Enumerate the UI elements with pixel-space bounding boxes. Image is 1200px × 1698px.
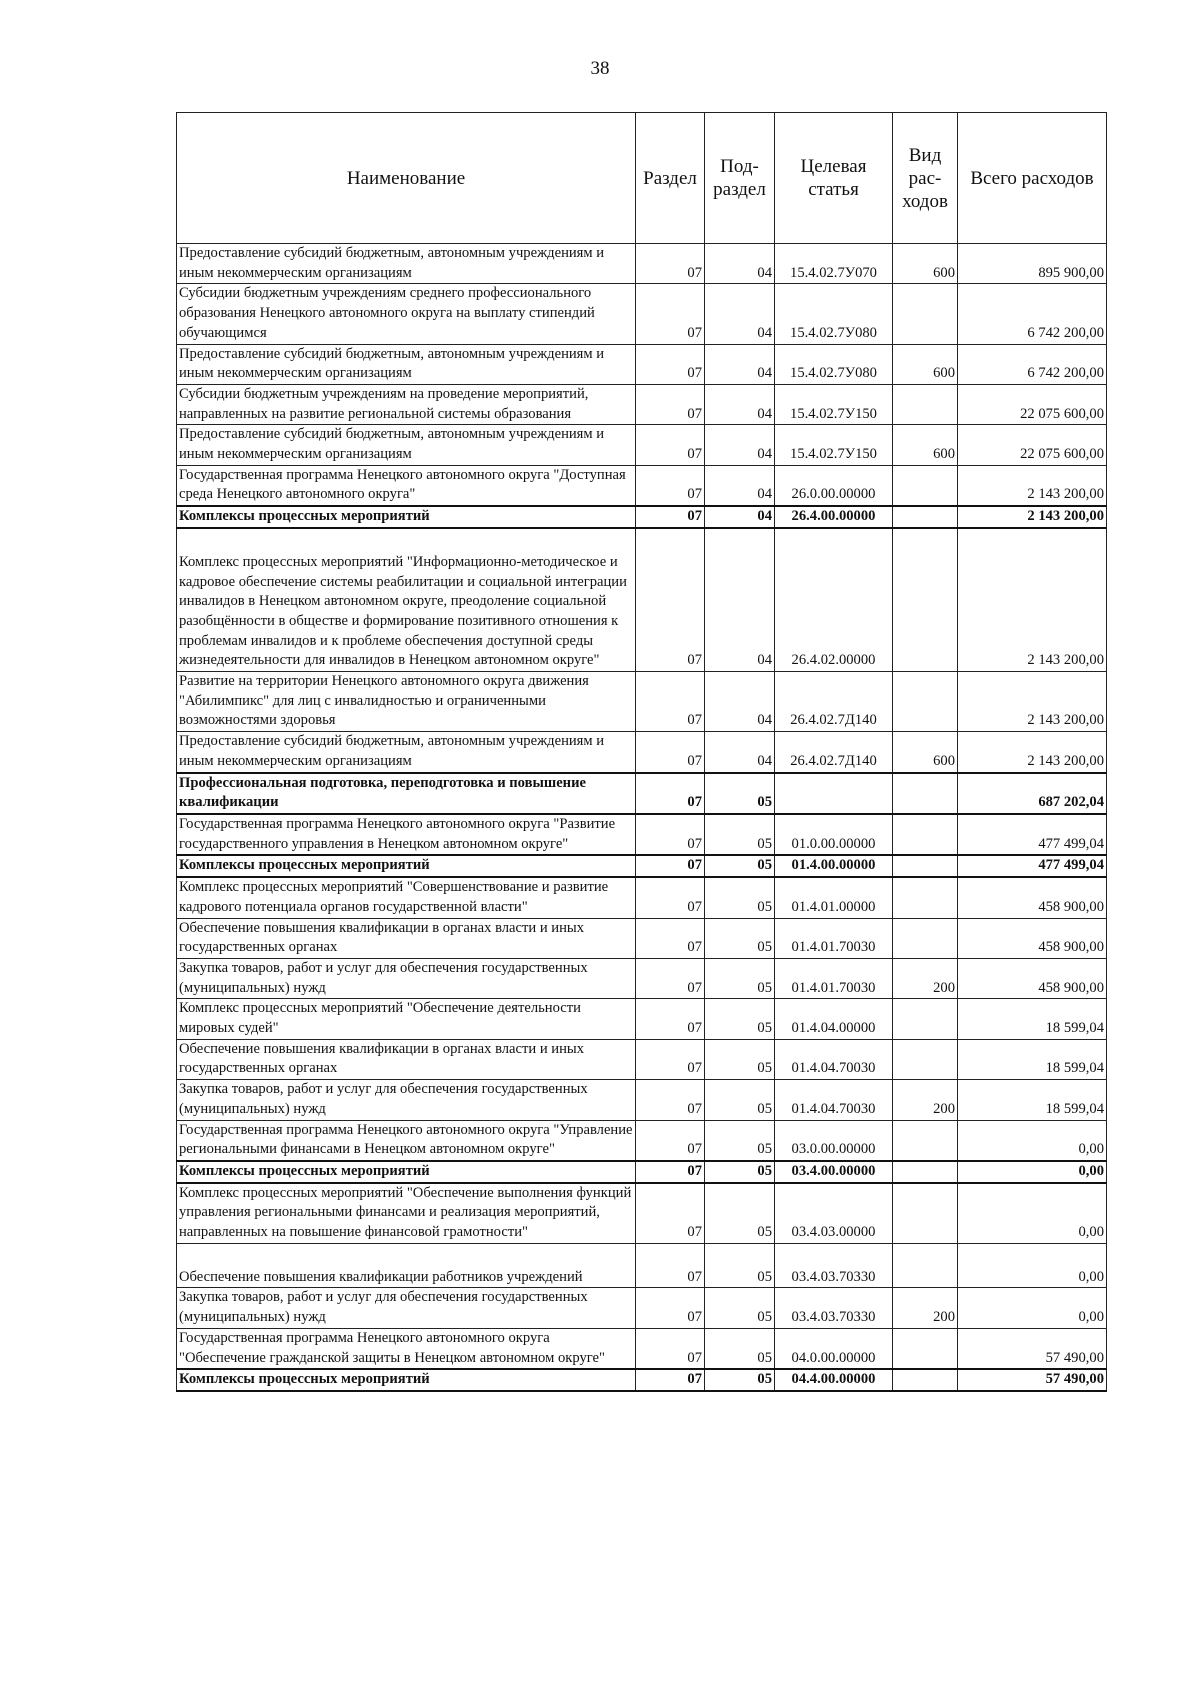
row-razdel: 07 xyxy=(636,918,705,958)
row-target-code: 15.4.02.7У070 xyxy=(775,244,893,284)
row-vid-rashodov xyxy=(893,999,958,1039)
row-target-code: 15.4.02.7У080 xyxy=(775,344,893,384)
row-vid-rashodov xyxy=(893,1369,958,1391)
row-total: 895 900,00 xyxy=(958,244,1107,284)
row-total: 6 742 200,00 xyxy=(958,344,1107,384)
row-total: 18 599,04 xyxy=(958,1039,1107,1079)
table-row xyxy=(177,284,1107,344)
row-razdel: 07 xyxy=(636,384,705,424)
table-row xyxy=(177,528,1107,672)
row-vid-rashodov: 200 xyxy=(893,1288,958,1328)
row-podrazdel: 05 xyxy=(705,1080,775,1120)
row-total: 57 490,00 xyxy=(958,1328,1107,1369)
row-name: Закупка товаров, работ и услуг для обеспечения государственных (муниципальных) нужд xyxy=(177,1080,636,1120)
table-row xyxy=(177,773,1107,814)
row-podrazdel: 04 xyxy=(705,465,775,506)
row-total: 18 599,04 xyxy=(958,999,1107,1039)
table-row xyxy=(177,672,1107,732)
row-podrazdel: 05 xyxy=(705,1120,775,1161)
row-razdel: 07 xyxy=(636,1288,705,1328)
row-name: Закупка товаров, работ и услуг для обеспечения государственных (муниципальных) нужд xyxy=(177,1288,636,1328)
row-target-code: 01.0.00.00000 xyxy=(775,814,893,855)
row-name: Закупка товаров, работ и услуг для обеспечения государственных (муниципальных) нужд xyxy=(177,958,636,998)
table-row xyxy=(177,425,1107,465)
page-number: 38 xyxy=(590,58,610,79)
row-vid-rashodov xyxy=(893,284,958,344)
row-razdel: 07 xyxy=(636,1161,705,1183)
row-razdel: 07 xyxy=(636,1369,705,1391)
row-name: Комплексы процессных мероприятий xyxy=(177,1369,636,1391)
row-name: Предоставление субсидий бюджетным, автономным учреждениям и иным некоммерческим организациям xyxy=(177,425,636,465)
row-vid-rashodov xyxy=(893,465,958,506)
table-row xyxy=(177,855,1107,877)
row-razdel: 07 xyxy=(636,1183,705,1244)
row-razdel: 07 xyxy=(636,999,705,1039)
row-vid-rashodov xyxy=(893,918,958,958)
row-razdel: 07 xyxy=(636,732,705,773)
row-podrazdel: 04 xyxy=(705,672,775,732)
row-name: Государственная программа Ненецкого автономного округа "Обеспечение гражданской защиты в Ненецком автономном округе" xyxy=(177,1328,636,1369)
table-row xyxy=(177,958,1107,998)
row-podrazdel: 05 xyxy=(705,855,775,877)
row-name: Комплекс процессных мероприятий "Обеспечение деятельности мировых судей" xyxy=(177,999,636,1039)
row-target-code: 26.0.00.00000 xyxy=(775,465,893,506)
row-razdel: 07 xyxy=(636,284,705,344)
row-total: 0,00 xyxy=(958,1243,1107,1288)
table-header xyxy=(177,113,1107,244)
row-podrazdel: 05 xyxy=(705,1183,775,1244)
row-podrazdel: 05 xyxy=(705,773,775,814)
row-razdel: 07 xyxy=(636,1080,705,1120)
row-total: 6 742 200,00 xyxy=(958,284,1107,344)
row-target-code: 15.4.02.7У080 xyxy=(775,284,893,344)
row-vid-rashodov xyxy=(893,1243,958,1288)
row-vid-rashodov xyxy=(893,773,958,814)
row-target-code: 03.4.03.70330 xyxy=(775,1288,893,1328)
row-podrazdel: 05 xyxy=(705,1039,775,1079)
table-row xyxy=(177,1183,1107,1244)
row-razdel: 07 xyxy=(636,672,705,732)
header-razdel: Раздел xyxy=(636,113,705,244)
row-target-code: 04.4.00.00000 xyxy=(775,1369,893,1391)
row-razdel: 07 xyxy=(636,528,705,672)
row-vid-rashodov: 200 xyxy=(893,958,958,998)
row-razdel: 07 xyxy=(636,425,705,465)
row-vid-rashodov xyxy=(893,877,958,918)
row-vid-rashodov: 600 xyxy=(893,244,958,284)
row-target-code: 04.0.00.00000 xyxy=(775,1328,893,1369)
row-podrazdel: 05 xyxy=(705,1369,775,1391)
row-vid-rashodov xyxy=(893,1328,958,1369)
row-podrazdel: 04 xyxy=(705,528,775,672)
row-total: 2 143 200,00 xyxy=(958,672,1107,732)
row-vid-rashodov: 200 xyxy=(893,1080,958,1120)
row-podrazdel: 04 xyxy=(705,284,775,344)
row-name: Комплекс процессных мероприятий "Информационно-методическое и кадровое обеспечение системы реабилитации и социальной интеграции инвалидов в Ненецком автономном округе, преодоление социальной разобщённости в обществе и формирование позитивного отношения к проблемам инвалидов и к проблеме обеспечения доступной среды жизнедеятельности для инвалидов в Ненецком автономном округе" xyxy=(177,528,636,672)
row-target-code: 01.4.01.70030 xyxy=(775,918,893,958)
row-total: 687 202,04 xyxy=(958,773,1107,814)
row-vid-rashodov xyxy=(893,384,958,424)
row-total: 0,00 xyxy=(958,1183,1107,1244)
row-podrazdel: 04 xyxy=(705,344,775,384)
row-razdel: 07 xyxy=(636,958,705,998)
row-target-code: 03.4.03.70330 xyxy=(775,1243,893,1288)
table-row xyxy=(177,1369,1107,1391)
table-row xyxy=(177,732,1107,773)
row-name: Комплексы процессных мероприятий xyxy=(177,855,636,877)
table-row xyxy=(177,814,1107,855)
row-podrazdel: 05 xyxy=(705,1288,775,1328)
row-name: Комплекс процессных мероприятий "Обеспечение выполнения функций управления региональными финансами и реализация мероприятий, направленных на повышение финансовой грамотности" xyxy=(177,1183,636,1244)
row-total: 2 143 200,00 xyxy=(958,506,1107,528)
row-total: 0,00 xyxy=(958,1120,1107,1161)
row-podrazdel: 05 xyxy=(705,1243,775,1288)
row-target-code: 03.4.00.00000 xyxy=(775,1161,893,1183)
row-total: 458 900,00 xyxy=(958,877,1107,918)
row-vid-rashodov xyxy=(893,1161,958,1183)
row-total: 22 075 600,00 xyxy=(958,425,1107,465)
row-razdel: 07 xyxy=(636,773,705,814)
row-total: 22 075 600,00 xyxy=(958,384,1107,424)
table-row xyxy=(177,877,1107,918)
table-row xyxy=(177,465,1107,506)
row-target-code: 15.4.02.7У150 xyxy=(775,384,893,424)
row-total: 18 599,04 xyxy=(958,1080,1107,1120)
row-target-code: 01.4.04.70030 xyxy=(775,1039,893,1079)
row-name: Обеспечение повышения квалификации в органах власти и иных государственных органах xyxy=(177,918,636,958)
row-razdel: 07 xyxy=(636,877,705,918)
row-total: 477 499,04 xyxy=(958,814,1107,855)
row-total: 477 499,04 xyxy=(958,855,1107,877)
row-razdel: 07 xyxy=(636,1328,705,1369)
row-name: Комплексы процессных мероприятий xyxy=(177,1161,636,1183)
table-row xyxy=(177,384,1107,424)
row-vid-rashodov xyxy=(893,814,958,855)
row-name: Государственная программа Ненецкого автономного округа "Развитие государственного управления в Ненецком автономном округе" xyxy=(177,814,636,855)
row-name: Обеспечение повышения квалификации в органах власти и иных государственных органах xyxy=(177,1039,636,1079)
row-total: 0,00 xyxy=(958,1161,1107,1183)
row-razdel: 07 xyxy=(636,506,705,528)
row-target-code: 01.4.01.00000 xyxy=(775,877,893,918)
table-row xyxy=(177,506,1107,528)
row-vid-rashodov xyxy=(893,1120,958,1161)
table-row xyxy=(177,1120,1107,1161)
row-target-code: 01.4.00.00000 xyxy=(775,855,893,877)
row-name: Предоставление субсидий бюджетным, автономным учреждениям и иным некоммерческим организациям xyxy=(177,244,636,284)
row-podrazdel: 05 xyxy=(705,1161,775,1183)
table-row xyxy=(177,1161,1107,1183)
row-name: Государственная программа Ненецкого автономного округа "Доступная среда Ненецкого автономного округа" xyxy=(177,465,636,506)
row-name: Обеспечение повышения квалификации работников учреждений xyxy=(177,1243,636,1288)
row-name: Предоставление субсидий бюджетным, автономным учреждениям и иным некоммерческим организациям xyxy=(177,732,636,773)
row-total: 458 900,00 xyxy=(958,918,1107,958)
row-podrazdel: 04 xyxy=(705,384,775,424)
row-name: Профессиональная подготовка, переподготовка и повышение квалификации xyxy=(177,773,636,814)
row-podrazdel: 05 xyxy=(705,999,775,1039)
table-row xyxy=(177,1080,1107,1120)
row-name: Субсидии бюджетным учреждениям среднего профессионального образования Ненецкого автономного округа на выплату стипендий обучающимся xyxy=(177,284,636,344)
row-vid-rashodov xyxy=(893,855,958,877)
row-razdel: 07 xyxy=(636,1039,705,1079)
row-podrazdel: 04 xyxy=(705,506,775,528)
row-target-code: 01.4.01.70030 xyxy=(775,958,893,998)
row-name: Комплекс процессных мероприятий "Совершенствование и развитие кадрового потенциала органов государственной власти" xyxy=(177,877,636,918)
row-total: 2 143 200,00 xyxy=(958,528,1107,672)
row-podrazdel: 04 xyxy=(705,244,775,284)
row-target-code: 03.4.03.00000 xyxy=(775,1183,893,1244)
row-vid-rashodov: 600 xyxy=(893,344,958,384)
row-total: 458 900,00 xyxy=(958,958,1107,998)
row-vid-rashodov: 600 xyxy=(893,732,958,773)
row-name: Комплексы процессных мероприятий xyxy=(177,506,636,528)
table-body xyxy=(177,244,1107,1391)
row-total: 2 143 200,00 xyxy=(958,465,1107,506)
table-row xyxy=(177,1328,1107,1369)
table-row xyxy=(177,1039,1107,1079)
row-total: 2 143 200,00 xyxy=(958,732,1107,773)
table-row xyxy=(177,244,1107,284)
row-vid-rashodov xyxy=(893,672,958,732)
row-razdel: 07 xyxy=(636,465,705,506)
row-podrazdel: 05 xyxy=(705,1328,775,1369)
row-razdel: 07 xyxy=(636,814,705,855)
row-vid-rashodov: 600 xyxy=(893,425,958,465)
row-razdel: 07 xyxy=(636,344,705,384)
budget-table xyxy=(176,112,1107,1392)
table-row xyxy=(177,1243,1107,1288)
row-podrazdel: 05 xyxy=(705,814,775,855)
row-target-code: 26.4.02.7Д140 xyxy=(775,672,893,732)
header-podrazdel: Под- раздел xyxy=(705,113,775,244)
row-name: Государственная программа Ненецкого автономного округа "Управление региональными финансами в Ненецком автономном округе" xyxy=(177,1120,636,1161)
header-name: Наименование xyxy=(177,113,636,244)
row-target-code: 01.4.04.00000 xyxy=(775,999,893,1039)
row-podrazdel: 05 xyxy=(705,877,775,918)
row-razdel: 07 xyxy=(636,1120,705,1161)
row-podrazdel: 05 xyxy=(705,918,775,958)
row-target-code xyxy=(775,773,893,814)
row-razdel: 07 xyxy=(636,855,705,877)
row-podrazdel: 04 xyxy=(705,425,775,465)
row-target-code: 01.4.04.70030 xyxy=(775,1080,893,1120)
row-vid-rashodov xyxy=(893,1183,958,1244)
row-target-code: 26.4.02.7Д140 xyxy=(775,732,893,773)
table-row xyxy=(177,344,1107,384)
header-vid-rashodov: Вид рас- ходов xyxy=(893,113,958,244)
table-row xyxy=(177,918,1107,958)
table-row xyxy=(177,999,1107,1039)
row-razdel: 07 xyxy=(636,1243,705,1288)
row-target-code: 26.4.02.00000 xyxy=(775,528,893,672)
row-target-code: 15.4.02.7У150 xyxy=(775,425,893,465)
row-total: 57 490,00 xyxy=(958,1369,1107,1391)
table-row xyxy=(177,1288,1107,1328)
row-vid-rashodov xyxy=(893,1039,958,1079)
header-celevaya-statya: Целевая статья xyxy=(775,113,893,244)
row-podrazdel: 05 xyxy=(705,958,775,998)
row-name: Субсидии бюджетным учреждениям на проведение мероприятий, направленных на развитие региональной системы образования xyxy=(177,384,636,424)
row-total: 0,00 xyxy=(958,1288,1107,1328)
row-razdel: 07 xyxy=(636,244,705,284)
header-total: Всего расходов xyxy=(958,113,1107,244)
row-target-code: 26.4.00.00000 xyxy=(775,506,893,528)
row-name: Развитие на территории Ненецкого автономного округа движения "Абилимпикс" для лиц с инвалидностью и ограниченными возможностями здоровья xyxy=(177,672,636,732)
row-name: Предоставление субсидий бюджетным, автономным учреждениям и иным некоммерческим организациям xyxy=(177,344,636,384)
row-vid-rashodov xyxy=(893,506,958,528)
row-vid-rashodov xyxy=(893,528,958,672)
row-target-code: 03.0.00.00000 xyxy=(775,1120,893,1161)
row-podrazdel: 04 xyxy=(705,732,775,773)
